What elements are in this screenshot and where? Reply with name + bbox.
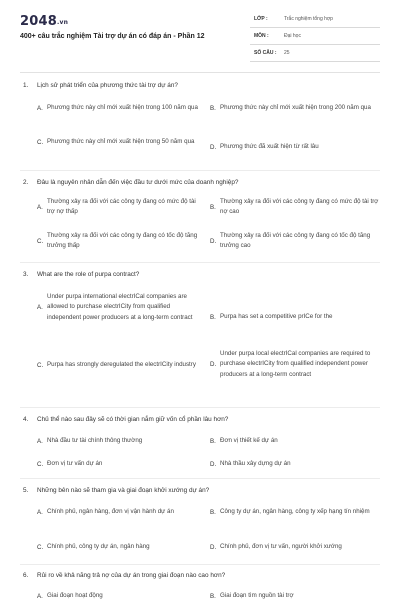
document-meta bbox=[250, 14, 380, 65]
meta-value: Trắc nghiệm tổng hợp bbox=[284, 16, 333, 22]
logo-text: 2048 bbox=[20, 14, 57, 29]
question-number: 3. bbox=[23, 271, 29, 278]
option-letter: A. bbox=[37, 508, 43, 516]
question-divider bbox=[20, 407, 380, 408]
option-text: Under purpa local electrICal companies are required to purchase electrICity from qualified independent power producers at a long-term contract bbox=[220, 350, 371, 378]
document-title: 400+ câu trắc nghiệm Tài trợ dự án có đáp án - Phần 12 bbox=[20, 33, 205, 40]
option-text: Thường xảy ra đối với các công ty đang có mức độ tài trợ nợ thấp bbox=[47, 198, 196, 216]
question-stem: Lịch sử phát triển của phương thức tài trợ dự án? bbox=[37, 82, 178, 89]
question-6 bbox=[20, 572, 380, 600]
header-divider bbox=[20, 72, 380, 73]
option-letter: C. bbox=[37, 460, 44, 468]
option-c[interactable] bbox=[37, 360, 202, 370]
option-letter: B. bbox=[210, 104, 216, 112]
option-text: Thường xảy ra đối với các công ty đang có mức độ tài trợ nợ cao bbox=[220, 198, 379, 216]
option-text: Phương thức này chỉ mới xuất hiện trong 100 năm qua bbox=[47, 104, 198, 111]
option-text: Đơn vị thiết kế dự án bbox=[220, 437, 278, 444]
site-logo[interactable] bbox=[20, 14, 68, 29]
option-letter: A. bbox=[37, 104, 43, 112]
option-letter: A. bbox=[37, 203, 43, 211]
page-header bbox=[0, 0, 400, 72]
option-text: Phương thức này chỉ mới xuất hiện trong 50 năm qua bbox=[47, 138, 195, 145]
option-a[interactable] bbox=[37, 292, 202, 323]
option-b[interactable] bbox=[210, 312, 380, 322]
option-text: Giai đoạn tìm nguồn tài trợ bbox=[220, 592, 294, 599]
question-divider bbox=[20, 170, 380, 171]
option-c[interactable] bbox=[37, 459, 202, 469]
option-a[interactable] bbox=[37, 197, 202, 218]
option-text: Thường xảy ra đối với các công ty đang có tốc độ tăng trưởng thấp bbox=[47, 232, 198, 250]
option-letter: B. bbox=[210, 437, 216, 445]
meta-value: 25 bbox=[284, 50, 290, 56]
option-text: Đơn vị tư vấn dự án bbox=[47, 460, 103, 467]
question-5 bbox=[20, 487, 380, 551]
option-text: Purpa has set a competitive prICe for the bbox=[220, 313, 333, 320]
option-letter: A. bbox=[37, 592, 43, 600]
question-text bbox=[20, 271, 380, 278]
option-letter: C. bbox=[37, 138, 44, 146]
option-a[interactable] bbox=[37, 436, 202, 446]
option-text: Phương thức đã xuất hiện từ rất lâu bbox=[220, 143, 319, 150]
question-divider bbox=[20, 478, 380, 479]
option-b[interactable] bbox=[210, 436, 380, 446]
option-text: Chính phủ, công ty dự án, ngân hàng bbox=[47, 543, 150, 550]
question-number: 4. bbox=[23, 416, 29, 423]
option-letter: B. bbox=[210, 508, 216, 516]
option-a[interactable] bbox=[37, 591, 202, 600]
option-text: Under purpa international electrICal companies are allowed to purchase electrICity from qualified independent power producers at a long-term contract bbox=[47, 293, 193, 321]
question-number: 6. bbox=[23, 572, 29, 579]
option-c[interactable] bbox=[37, 137, 202, 147]
question-text bbox=[20, 82, 380, 89]
option-a[interactable] bbox=[37, 507, 202, 517]
meta-label: LỚP : bbox=[254, 16, 268, 22]
option-c[interactable] bbox=[37, 542, 202, 552]
meta-label: MÔN : bbox=[254, 33, 269, 39]
option-text: Thường xảy ra đối với các công ty đang có tốc độ tăng trưởng cao bbox=[220, 232, 371, 250]
option-letter: D. bbox=[210, 543, 217, 551]
option-text: Chính phủ, đơn vị tư vấn, người khởi xướng bbox=[220, 543, 342, 550]
option-text: Phương thức này chỉ mới xuất hiện trong 200 năm qua bbox=[220, 104, 371, 111]
option-d[interactable] bbox=[210, 349, 380, 380]
option-d[interactable] bbox=[210, 459, 380, 469]
question-number: 1. bbox=[23, 82, 29, 89]
option-b[interactable] bbox=[210, 103, 380, 113]
question-2 bbox=[20, 179, 380, 250]
option-text: Chính phủ, ngân hàng, đơn vị vận hành dự án bbox=[47, 508, 174, 515]
question-divider bbox=[20, 564, 380, 565]
option-d[interactable] bbox=[210, 542, 380, 552]
option-letter: B. bbox=[210, 592, 216, 600]
option-b[interactable] bbox=[210, 197, 380, 218]
option-c[interactable] bbox=[37, 231, 202, 252]
meta-value: Đại học bbox=[284, 33, 301, 39]
question-text bbox=[20, 179, 380, 186]
option-letter: D. bbox=[210, 361, 217, 369]
meta-class-row bbox=[250, 14, 380, 28]
option-text: Purpa has strongly deregulated the electrICity industry bbox=[47, 361, 196, 368]
question-stem: Rủi ro về khả năng trả nợ của dự án trong giai đoạn nào cao hơn? bbox=[37, 572, 226, 579]
meta-subject-row bbox=[250, 31, 380, 45]
option-letter: A. bbox=[37, 437, 43, 445]
option-b[interactable] bbox=[210, 507, 380, 517]
question-1 bbox=[20, 82, 380, 151]
option-letter: A. bbox=[37, 304, 43, 312]
question-text bbox=[20, 416, 380, 423]
question-4 bbox=[20, 416, 380, 468]
option-letter: B. bbox=[210, 203, 216, 211]
question-3 bbox=[20, 271, 380, 378]
question-divider bbox=[20, 262, 380, 263]
question-stem: What are the role of purpa contract? bbox=[37, 271, 140, 278]
question-stem: Đâu là nguyên nhân dẫn đến việc đầu tư dưới mức của doanh nghiệp? bbox=[37, 179, 239, 186]
option-letter: C. bbox=[37, 361, 44, 369]
option-text: Nhà thầu xây dựng dự án bbox=[220, 460, 291, 467]
option-b[interactable] bbox=[210, 591, 380, 600]
meta-count-row bbox=[250, 48, 380, 62]
question-number: 5. bbox=[23, 487, 29, 494]
option-d[interactable] bbox=[210, 231, 380, 252]
option-letter: C. bbox=[37, 237, 44, 245]
question-text bbox=[20, 487, 380, 494]
question-stem: Chủ thể nào sau đây sẽ có thời gian nắm giữ vốn cổ phần lâu hơn? bbox=[37, 416, 229, 423]
question-text bbox=[20, 572, 380, 579]
question-number: 2. bbox=[23, 179, 29, 186]
option-letter: D. bbox=[210, 460, 217, 468]
option-d[interactable] bbox=[210, 142, 380, 152]
option-letter: C. bbox=[37, 543, 44, 551]
option-a[interactable] bbox=[37, 103, 202, 113]
option-letter: D. bbox=[210, 237, 217, 245]
option-letter: D. bbox=[210, 143, 217, 151]
option-text: Giai đoạn hoạt động bbox=[47, 592, 103, 599]
logo-suffix: .vn bbox=[56, 19, 69, 26]
meta-label: SỐ CÂU : bbox=[254, 50, 277, 56]
option-text: Công ty dự án, ngân hàng, công ty xếp hạng tín nhiệm bbox=[220, 508, 370, 515]
question-stem: Những bên nào sẽ tham gia và giai đoạn khởi xướng dự án? bbox=[37, 487, 210, 494]
option-text: Nhà đầu tư tài chính thông thường bbox=[47, 437, 143, 444]
option-letter: B. bbox=[210, 313, 216, 321]
